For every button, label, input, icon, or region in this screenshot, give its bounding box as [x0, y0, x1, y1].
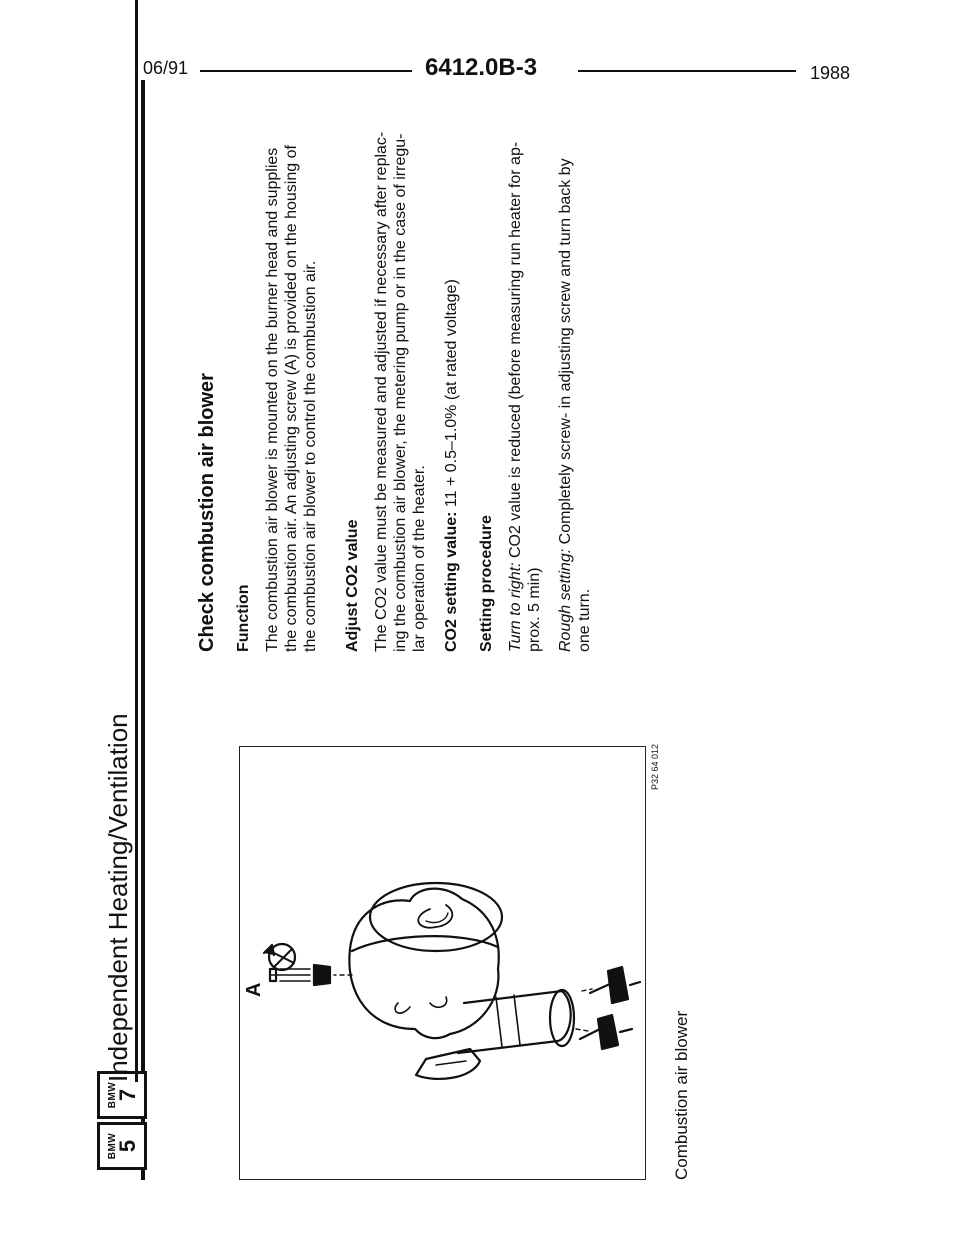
rough-setting-line-2: one turn. [576, 588, 593, 652]
turn-right-label: Turn to right: [507, 562, 524, 652]
adjust-line-1: The CO2 value must be measured and adjusted if necessary after replac- [373, 131, 390, 652]
figure-label-a: A [243, 982, 265, 997]
figure-frame [239, 746, 646, 1180]
rough-setting-text: Completely screw- in adjusting screw and turn back by [557, 158, 574, 545]
section-title: Independent Heating/Ventilation [103, 713, 133, 1082]
logo-box-5 [97, 1122, 147, 1170]
co2-setting-text: 11 + 0.5–1.0% (at rated voltage) [443, 279, 460, 508]
figure-caption: Combustion air blower [672, 1010, 691, 1180]
figure-code: P32 64 012 [650, 743, 660, 790]
rough-setting-line-1 [556, 158, 575, 652]
retaining-clip [395, 997, 447, 1013]
function-heading: Function [235, 584, 252, 652]
function-line-1: The combustion air blower is mounted on the burner head and supplies [264, 147, 281, 652]
section-rule [135, 0, 138, 1082]
fixing-screw-1 [580, 1015, 632, 1049]
header-year: 1988 [810, 63, 851, 83]
turn-right-line-1 [506, 142, 525, 652]
co2-setting-label: CO2 setting value: [443, 511, 460, 652]
function-line-3: the combustion air blower to control the combustion air. [302, 260, 319, 652]
adjusting-screw [314, 965, 330, 985]
rough-setting-label: Rough setting: [557, 548, 574, 652]
function-line-2: the combustion air. An adjusting screw (A) is provided on the housing of [283, 145, 300, 652]
logo-series-7: 7 [114, 1088, 140, 1102]
logo-brand: BMW [106, 1081, 118, 1109]
turn-right-text: CO2 value is reduced (before measuring run heater for ap- [507, 141, 524, 559]
adjust-heading: Adjust CO2 value [344, 519, 361, 652]
adjust-line-3: lar operation of the heater. [411, 465, 428, 652]
co2-setting-value [442, 279, 461, 652]
combustion-blower-illustration [240, 747, 645, 1179]
fixing-screw-2 [590, 967, 640, 1003]
turn-right-line-2: prox. 5 min) [526, 567, 543, 652]
header-date: 06/91 [143, 58, 189, 78]
article-title: Check combustion air blower [196, 373, 218, 652]
document-number: 6412.0B-3 [425, 54, 538, 81]
rotation-icon [264, 944, 295, 970]
procedure-heading: Setting procedure [478, 515, 495, 652]
adjust-line-2: ing the combustion air blower, the metering pump or in the case of irregu- [392, 133, 409, 652]
bmw-series-logo [97, 1071, 147, 1170]
logo-series-5: 5 [114, 1139, 140, 1153]
logo-brand: BMW [106, 1132, 118, 1160]
